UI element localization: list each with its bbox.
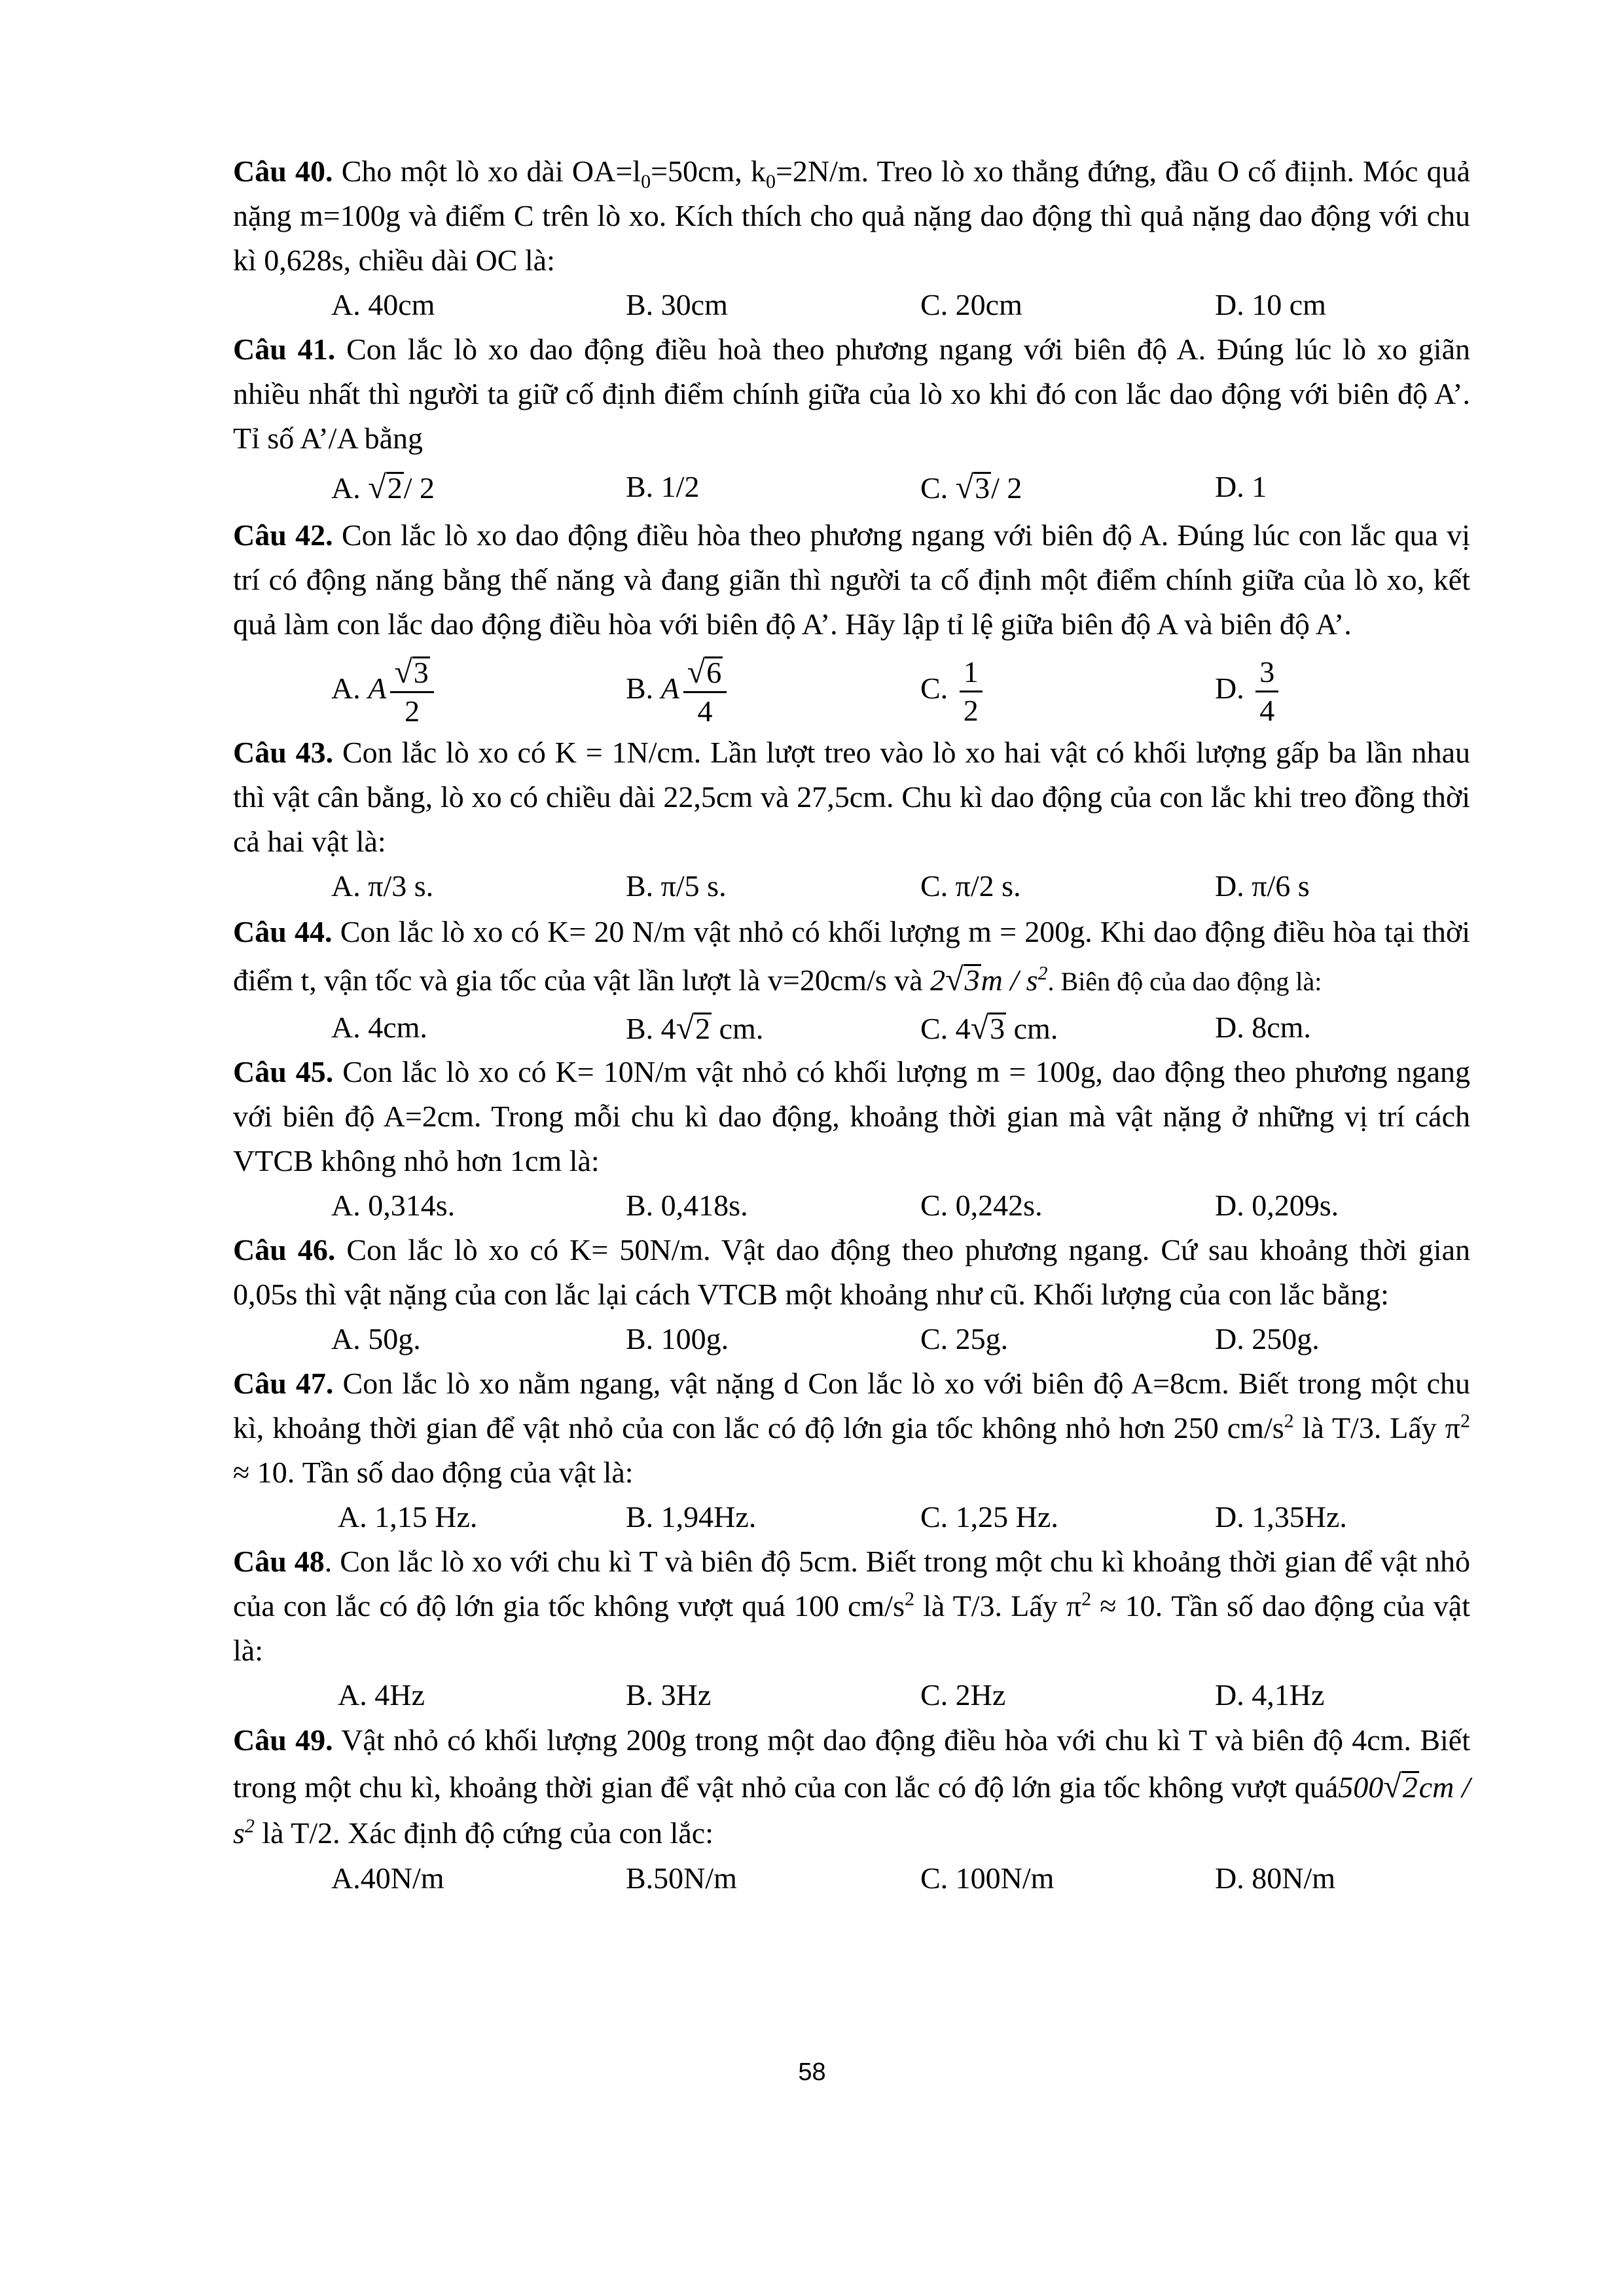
question-41: Câu 41. Con lắc lò xo dao động điều hoà theo phương ngang với biên độ A. Đúng lúc lò xo giãn nhiều nhất thì người ta giữ cố định điểm chính giữa của lò xo khi đó con lắc dao động với biên độ A’. Tỉ số A’/A bằng	[233, 332, 1470, 455]
question-label: Câu 46.	[233, 1233, 336, 1266]
option-d: D. 250g.	[1215, 1322, 1320, 1355]
question-42: Câu 42. Con lắc lò xo dao động điều hòa theo phương ngang với biên độ A. Đúng lúc con lắc qua vị trí có động năng bằng thế năng và đang giãn thì người ta cố định một điểm chính giữa của lò xo, kết quả làm con lắc dao động điều hòa với biên độ A’. Hãy lập tỉ lệ giữa biên độ A và biên độ A’.	[233, 518, 1470, 641]
option-d: D. 4,1Hz	[1215, 1678, 1325, 1712]
option-d: D. $\frac{3}{4}$	[1215, 647, 1278, 730]
option-c: C. 2Hz	[920, 1678, 1006, 1712]
option-a: A. 4cm.	[331, 1011, 427, 1044]
question-label: Câu 47.	[233, 1367, 334, 1400]
answer-options	[233, 1856, 1470, 1901]
option-a: A. √2/ 2	[331, 469, 435, 505]
question-label: Câu 43.	[233, 736, 334, 769]
answer-options	[233, 461, 1470, 513]
question-label: Câu 45.	[233, 1055, 334, 1088]
question-label: Câu 42.	[233, 518, 333, 552]
option-b: B. A $\frac{√6}{4}$	[626, 647, 727, 730]
question-label: Câu 40.	[233, 154, 333, 188]
answer-options	[233, 647, 1470, 730]
question-48: Câu 48. Con lắc lò xo với chu kì T và biên độ 5cm. Biết trong một chu kì khoảng thời gian để vật nhỏ của con lắc có độ lớn gia tốc không vượt quá 100 $cm/s^2$ là T/3. Lấy $\pi^2 \approx 10$. Tần số dao động của vật là:	[233, 1545, 1470, 1667]
option-b: B. π/5 s.	[626, 869, 727, 903]
question-44: Câu 44. Con lắc lò xo có K= 20 N/m vật nhỏ có khối lượng m = 200g. Khi dao động điều hòa tại thời điểm t, vận tốc và gia tốc của vật lần lượt là v=20cm/s và $2√3m / s^2$. Biên độ của dao động là:	[233, 915, 1470, 997]
option-a: A. 50g.	[331, 1322, 421, 1355]
option-a: A.40N/m	[331, 1861, 444, 1895]
answer-options	[233, 1495, 1470, 1539]
option-c: C. $\frac{1}{2}$	[920, 647, 983, 730]
option-b: B. 0,418s.	[626, 1189, 748, 1222]
option-d: D. 1	[1215, 470, 1267, 503]
option-b: B. 100g.	[626, 1322, 729, 1355]
question-40: Câu 40. Cho một lò xo dài $OA=l_0=50cm$, $k_0=2N/m$. Treo lò xo thẳng đứng, đầu O cố điịnh. Móc quả nặng m=100g và điểm C trên lò xo. Kích thích cho quả nặng dao động thì quả nặng dao động với chu kì 0,628s, chiều dài OC là:	[233, 154, 1470, 277]
document-page	[233, 149, 1470, 1901]
page-number: 58	[798, 2058, 826, 2086]
option-c: C. 25g.	[920, 1322, 1009, 1355]
option-c: C. √3/ 2	[920, 469, 1022, 505]
option-b: B. 3Hz	[626, 1678, 712, 1712]
question-label: Câu 48	[233, 1545, 325, 1578]
answer-options	[233, 1317, 1470, 1361]
option-b: B. 1,94Hz.	[626, 1500, 757, 1534]
answer-options	[233, 1183, 1470, 1228]
question-43: Câu 43. Con lắc lò xo có K = 1N/cm. Lần lượt treo vào lò xo hai vật có khối lượng gấp ba lần nhau thì vật cân bằng, lò xo có chiều dài 22,5cm và 27,5cm. Chu kì dao động của con lắc khi treo đồng thời cả hai vật là:	[233, 736, 1470, 858]
question-label: Câu 49.	[233, 1723, 333, 1757]
answer-options	[233, 1005, 1470, 1050]
option-b: B.50N/m	[626, 1861, 737, 1895]
option-a: A. 0,314s.	[331, 1189, 456, 1222]
option-c: C. π/2 s.	[920, 869, 1021, 903]
option-c: C. 20cm	[920, 288, 1022, 321]
option-c: C. 1,25 Hz.	[920, 1500, 1058, 1534]
option-c: C. 100N/m	[920, 1861, 1055, 1895]
option-c: C. 0,242s.	[920, 1189, 1043, 1222]
question-47: Câu 47. Con lắc lò xo nằm ngang, vật nặng d Con lắc lò xo với biên độ A=8cm. Biết trong một chu kì, khoảng thời gian để vật nhỏ của con lắc có độ lớn gia tốc không nhỏ hơn 250 $cm/s^2$ là T/3. Lấy $\pi^2 \approx 10$. Tần số dao động của vật là:	[233, 1367, 1470, 1489]
question-label: Câu 41.	[233, 332, 336, 366]
option-a: A. 40cm	[331, 288, 435, 321]
question-label: Câu 44.	[233, 915, 333, 948]
option-c: C. 4√3 cm.	[920, 1009, 1058, 1046]
option-a: A. 4Hz	[338, 1678, 425, 1712]
question-45: Câu 45. Con lắc lò xo có K= 10N/m vật nhỏ có khối lượng m = 100g, dao động theo phương ngang với biên độ A=2cm. Trong mỗi chu kì dao động, khoảng thời gian mà vật nặng ở những vị trí cách VTCB không nhỏ hơn 1cm là:	[233, 1055, 1470, 1177]
question-46: Câu 46. Con lắc lò xo có K= 50N/m. Vật dao động theo phương ngang. Cứ sau khoảng thời gian 0,05s thì vật nặng của con lắc lại cách VTCB một khoảng như cũ. Khối lượng của con lắc bằng:	[233, 1233, 1470, 1311]
question-49: Câu 49. Vật nhỏ có khối lượng 200g trong một dao động điều hòa với chu kì T và biên độ 4cm. Biết trong một chu kì, khoảng thời gian để vật nhỏ của con lắc có độ lớn gia tốc không vượt quá500√2cm / $s^2$ là T/2. Xác định độ cứng của con lắc:	[233, 1723, 1470, 1850]
option-a: A. 1,15 Hz.	[338, 1500, 478, 1534]
option-b: B. 30cm	[626, 288, 728, 321]
option-d: D. 10 cm	[1215, 288, 1326, 321]
option-b: B. 1/2	[626, 470, 700, 503]
answer-options	[233, 864, 1470, 908]
option-d: D. 8cm.	[1215, 1011, 1311, 1044]
answer-options	[233, 283, 1470, 327]
option-d: D. 1,35Hz.	[1215, 1500, 1347, 1534]
answer-options	[233, 1673, 1470, 1717]
option-d: D. π/6 s	[1215, 869, 1310, 903]
option-d: D. 80N/m	[1215, 1861, 1335, 1895]
option-b: B. 4√2 cm.	[626, 1009, 764, 1046]
option-a: A. A $\frac{√3}{2}$	[331, 647, 434, 730]
option-a: A. π/3 s.	[331, 869, 434, 903]
option-d: D. 0,209s.	[1215, 1189, 1339, 1222]
